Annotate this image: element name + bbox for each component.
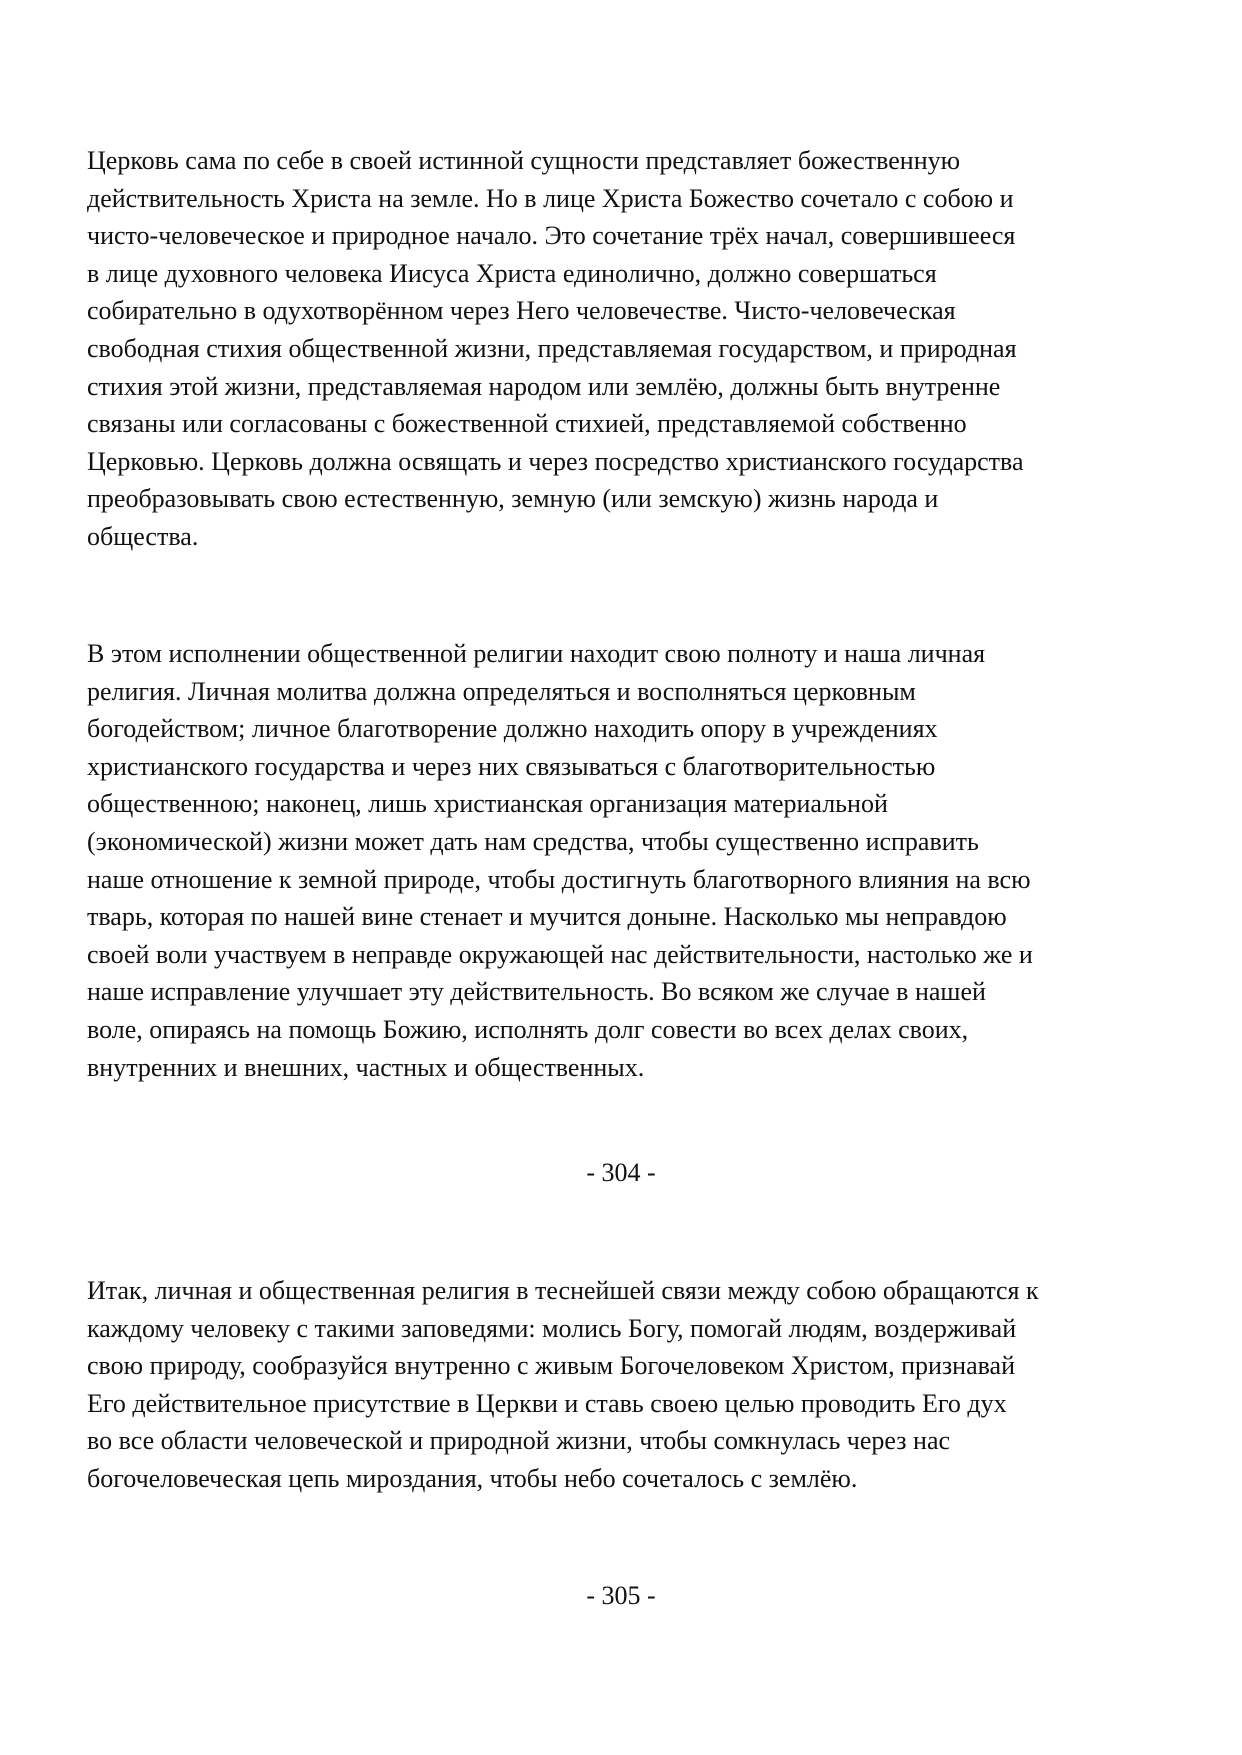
text-line: наше отношение к земной природе, чтобы достигнуть благотворного влияния на всю [87,864,1031,894]
text-line: религия. Личная молитва должна определяться и восполняться церковным [87,676,916,706]
text-line: Церковь сама по себе в своей истинной сущности представляет божественную [87,146,961,175]
text-line: своей воли участвуем в неправде окружающей нас действительности, настолько же и [87,939,1033,969]
text-line: чисто-человеческое и природное начало. Это сочетание трёх начал, совершившееся [87,221,1016,251]
text-line: Его действительное присутствие в Церкви и ставь своею целью проводить Его дух [87,1388,1007,1418]
text-line: тварь, которая по нашей вине стенает и мучится доныне. Насколько мы неправдою [87,902,1007,932]
text-line: связаны или согласованы с божественной стихией, представляемой собственно [87,409,967,439]
text-line: действительность Христа на земле. Но в лице Христа Божество сочетало с собою и [87,183,1014,213]
text-line: свободная стихия общественной жизни, представляемая государством, и природная [87,333,1017,363]
paragraph-commandments [87,1272,1167,1498]
text-line: во все области человеческой и природной жизни, чтобы сомкнулась через нас [87,1426,951,1456]
text-line: собирательно в одухотворённом через Него человечестве. Чисто-человеческая [87,296,956,326]
text-line: преобразовывать свою естественную, земную (или земскую) жизнь народа и [87,484,939,514]
text-line: Церковью. Церковь должна освящать и через посредство христианского государства [87,446,1024,476]
text-line: богодейством; личное благотворение должно находить опору в учреждениях [87,714,938,744]
text-line: каждому человеку с такими заповедями: молись Богу, помогай людям, воздерживай [87,1313,1017,1343]
paragraph-personal-religion [87,635,1167,1086]
text-line: свою природу, сообразуйся внутренно с живым Богочеловеком Христом, признавай [87,1351,1016,1381]
text-line: общества. [87,521,199,551]
text-line: общественною; наконец, лишь христианская организация материальной [87,789,888,819]
text-line: христианского государства и через них связываться с благотворительностью [87,751,936,781]
text-line: в лице духовного человека Иисуса Христа единолично, должно совершаться [87,258,937,288]
text-line: внутренних и внешних, частных и общественных. [87,1052,645,1082]
text-line: богочеловеческая цепь мироздания, чтобы небо сочеталось с землёю. [87,1463,858,1493]
text-line: Итак, личная и общественная религия в теснейшей связи между собою обращаются к [87,1276,1039,1305]
text-line: воле, опираясь на помощь Божию, исполнять долг совести во всех делах своих, [87,1014,969,1044]
text-line: стихия этой жизни, представляемая народом или землёю, должны быть внутренне [87,371,1001,401]
page-number: - 304 - [586,1158,656,1187]
text-line: наше исправление улучшает эту действительность. Во всяком же случае в нашей [87,977,986,1007]
text-line: В этом исполнении общественной религии находит свою полноту и наша личная [87,639,986,668]
paragraph-church-essence [87,142,1167,556]
page-number: - 305 - [586,1581,656,1610]
text-line: (экономической) жизни может дать нам средства, чтобы существенно исправить [87,826,979,856]
